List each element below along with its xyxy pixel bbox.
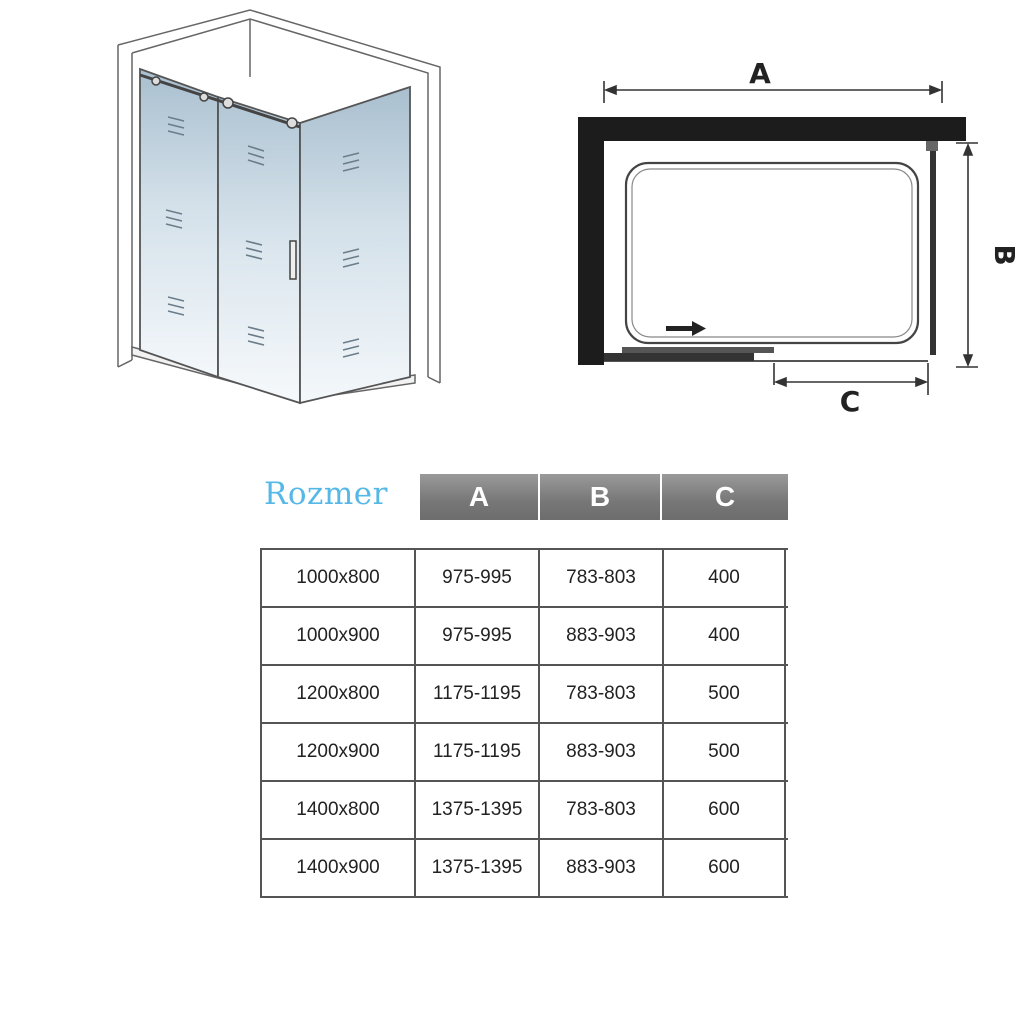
column-header-b: B	[540, 474, 660, 520]
table-cell-col-b: 883-903	[538, 840, 662, 896]
table-title: Rozmer	[264, 476, 388, 512]
table-cell-col-c: 400	[662, 608, 786, 664]
table-cell-size: 1200x900	[260, 724, 414, 780]
fixed-glass-panel	[140, 69, 218, 377]
table-cell-col-c: 500	[662, 666, 786, 722]
table-cell-size: 1200x800	[260, 666, 414, 722]
shower-enclosure-illustration	[110, 5, 450, 415]
table-cell-size: 1000x900	[260, 608, 414, 664]
table-cell-col-b: 883-903	[538, 608, 662, 664]
table-row	[260, 666, 788, 722]
table-row	[260, 724, 788, 780]
table-row	[260, 782, 788, 838]
wall	[578, 117, 966, 365]
table-row	[260, 550, 788, 606]
table-cell-col-c: 600	[662, 782, 786, 838]
table-cell-col-c: 400	[662, 550, 786, 606]
table-row-divider	[260, 896, 788, 898]
table-cell-col-b: 783-803	[538, 550, 662, 606]
column-header-a: A	[420, 474, 538, 520]
column-header-c: C	[662, 474, 788, 520]
table-cell-col-c: 600	[662, 840, 786, 896]
table-header	[258, 470, 798, 524]
table-cell-col-a: 1375-1395	[414, 840, 538, 896]
table-cell-col-b: 783-803	[538, 666, 662, 722]
table-cell-size: 1000x800	[260, 550, 414, 606]
table-cell-col-a: 1375-1395	[414, 782, 538, 838]
side-glass-panel	[300, 87, 410, 403]
sliding-door-panel	[218, 97, 300, 403]
dimension-line-a	[604, 81, 942, 103]
slide-direction-arrow	[666, 321, 706, 336]
shower-tray-outline	[626, 163, 918, 343]
door-handle	[290, 241, 296, 279]
shower-tray-inner	[632, 169, 912, 337]
table-row	[260, 840, 788, 896]
table-cell-col-a: 975-995	[414, 608, 538, 664]
table-cell-col-a: 1175-1195	[414, 666, 538, 722]
table-cell-col-b: 883-903	[538, 724, 662, 780]
table-row	[260, 608, 788, 664]
dimension-line-b	[956, 143, 978, 367]
dimension-label-b: B	[988, 244, 1021, 266]
table-cell-col-c: 500	[662, 724, 786, 780]
table-cell-size: 1400x900	[260, 840, 414, 896]
table-cell-size: 1400x800	[260, 782, 414, 838]
plan-view-diagram	[570, 55, 1021, 425]
table-cell-col-a: 1175-1195	[414, 724, 538, 780]
table-cell-col-a: 975-995	[414, 550, 538, 606]
dimension-label-a: A	[749, 57, 771, 90]
dimension-label-c: C	[839, 385, 861, 418]
sliding-door-plan	[622, 347, 774, 353]
fixed-panel-plan	[604, 353, 754, 361]
side-panel-plan	[930, 143, 936, 355]
table-cell-col-b: 783-803	[538, 782, 662, 838]
